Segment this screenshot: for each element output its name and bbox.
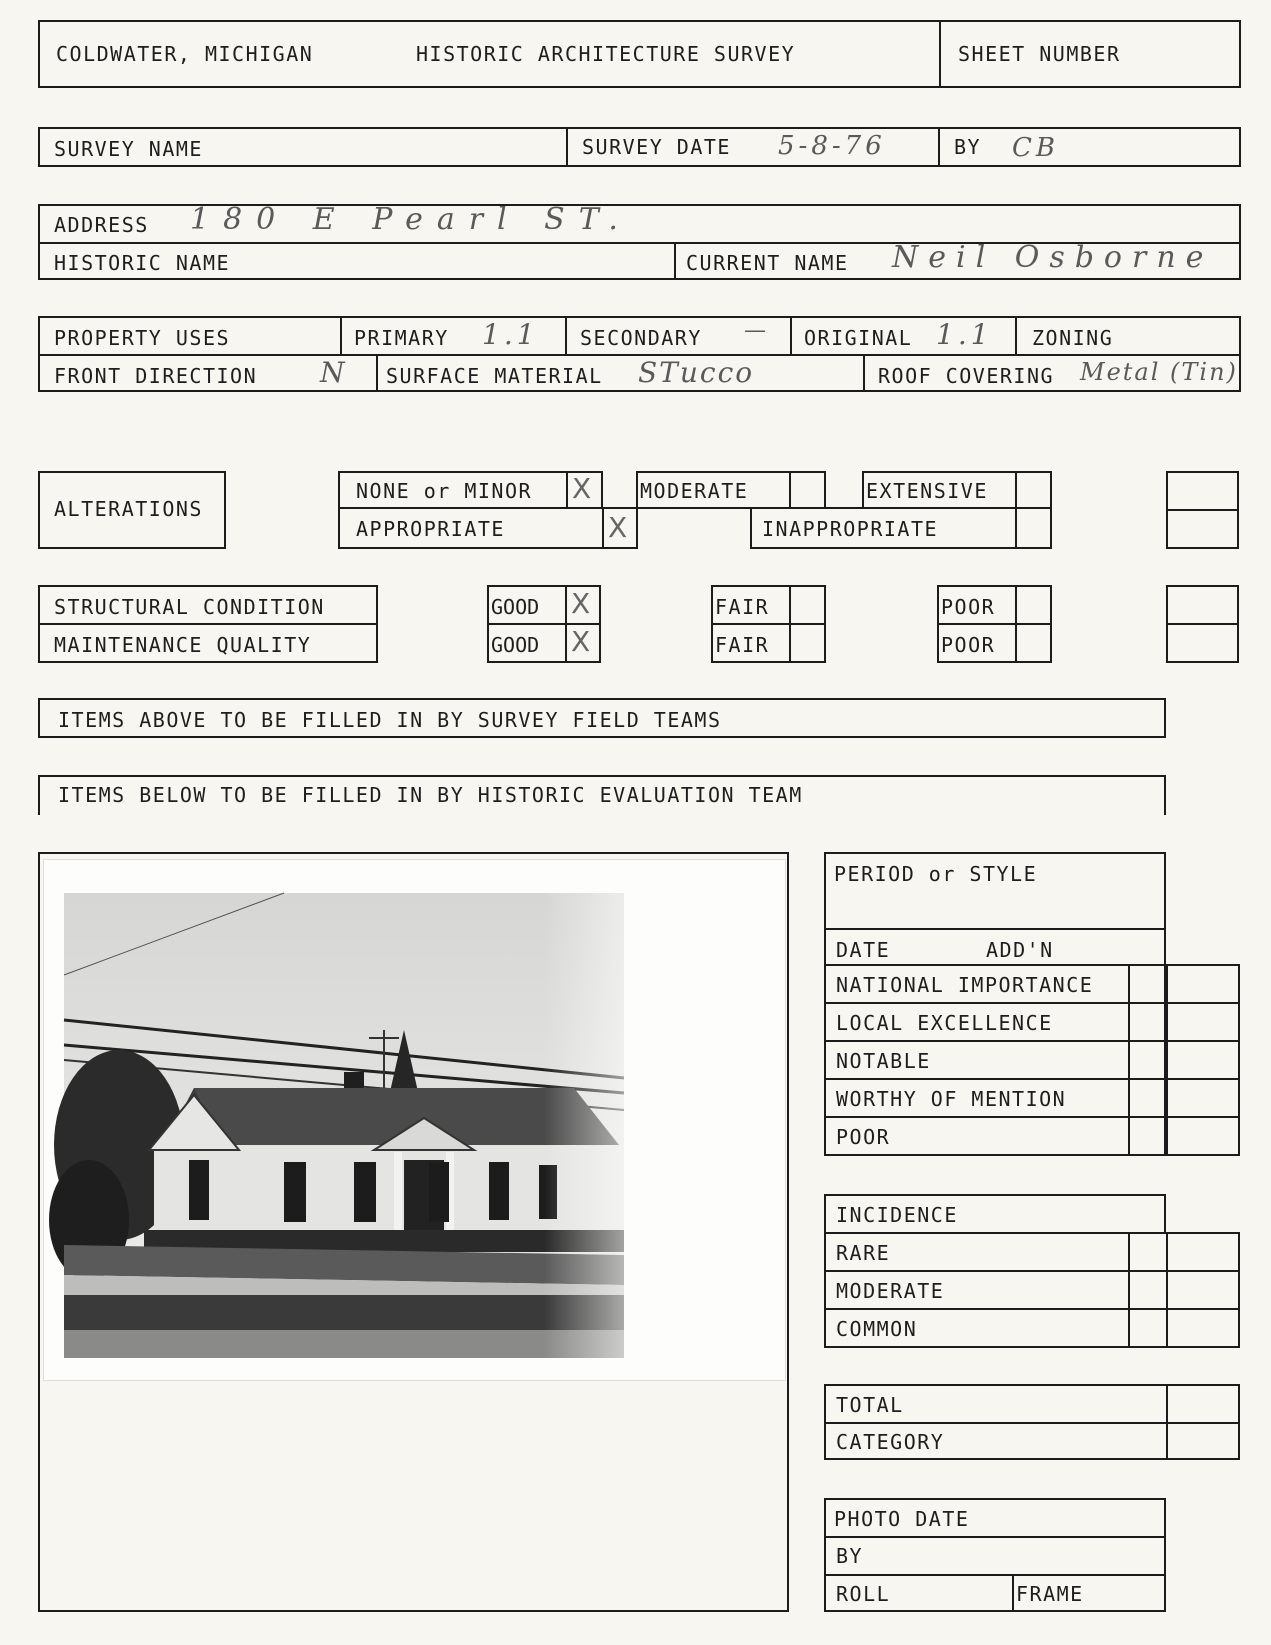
none-minor-check[interactable]: X (572, 472, 592, 505)
totals-box (824, 1384, 1240, 1460)
national-importance-label: NATIONAL IMPORTANCE (836, 973, 1094, 997)
survey-title: HISTORIC ARCHITECTURE SURVEY (416, 42, 796, 66)
address-value[interactable]: 180 E Pearl ST. (190, 202, 632, 237)
original-value[interactable]: 1.1 (936, 318, 993, 351)
alterations-label: ALTERATIONS (54, 497, 203, 521)
incidence-moderate-label: MODERATE (836, 1279, 945, 1303)
condition-label-box (38, 585, 378, 663)
frame-label: FRAME (1016, 1582, 1084, 1606)
condition-score-box[interactable] (1166, 585, 1239, 663)
note-below-box (38, 775, 1166, 815)
survey-date-label: SURVEY DATE (582, 135, 731, 159)
inappropriate-box (750, 507, 1052, 549)
alterations-score-box[interactable] (1166, 471, 1239, 549)
roll-label: ROLL (836, 1582, 891, 1606)
secondary-value[interactable]: — (744, 318, 770, 343)
photo-info-box (824, 1498, 1166, 1612)
incidence-label: INCIDENCE (836, 1203, 958, 1227)
structural-poor-label: POOR (941, 595, 996, 619)
primary-label: PRIMARY (354, 326, 449, 350)
eval-row-worthy[interactable] (824, 1078, 1240, 1118)
structural-good-check[interactable]: X (571, 587, 591, 620)
incidence-moderate[interactable] (824, 1270, 1240, 1310)
date-label: DATE (836, 938, 891, 962)
photo-by-label: BY (836, 1544, 864, 1568)
alterations-grid (338, 471, 603, 509)
incidence-rare[interactable] (824, 1232, 1240, 1272)
note-above: ITEMS ABOVE TO BE FILLED IN BY SURVEY FIELD TEAMS (58, 708, 722, 732)
none-minor-label: NONE or MINOR (356, 479, 533, 503)
moderate-label: MODERATE (640, 479, 749, 503)
incidence-common[interactable] (824, 1308, 1240, 1348)
property-block (38, 316, 1241, 392)
house-photo-image (44, 860, 785, 1380)
structural-condition-label: STRUCTURAL CONDITION (54, 595, 325, 619)
maintenance-good-label: GOOD (491, 633, 540, 657)
moderate-box (636, 471, 826, 509)
maintenance-quality-label: MAINTENANCE QUALITY (54, 633, 312, 657)
extensive-box (862, 471, 1052, 509)
surface-material-label: SURFACE MATERIAL (386, 364, 603, 388)
appropriate-check[interactable]: X (608, 511, 628, 544)
zoning-label: ZONING (1032, 326, 1114, 350)
worthy-of-mention-label: WORTHY OF MENTION (836, 1087, 1067, 1111)
eval-row-notable[interactable] (824, 1040, 1240, 1080)
address-label: ADDRESS (54, 213, 149, 237)
appropriate-label: APPROPRIATE (356, 517, 505, 541)
inappropriate-label: INAPPROPRIATE (762, 517, 939, 541)
house-photo (44, 860, 785, 1380)
total-label: TOTAL (836, 1393, 904, 1417)
historic-name-label: HISTORIC NAME (54, 251, 231, 275)
roof-covering-value[interactable]: Metal (Tin) (1080, 358, 1238, 386)
extensive-label: EXTENSIVE (866, 479, 988, 503)
addn-label: ADD'N (986, 938, 1054, 962)
eval-poor-label: POOR (836, 1125, 891, 1149)
header-box (38, 20, 1241, 88)
rare-label: RARE (836, 1241, 891, 1265)
maintenance-good-check[interactable]: X (571, 625, 591, 658)
sheet-number-label: SHEET NUMBER (958, 42, 1121, 66)
photo-date-label: PHOTO DATE (834, 1507, 970, 1531)
secondary-label: SECONDARY (580, 326, 702, 350)
survey-by-label: BY (954, 135, 982, 159)
primary-value[interactable]: 1.1 (482, 318, 539, 351)
survey-by-value[interactable]: CB (1012, 133, 1059, 163)
survey-name-label: SURVEY NAME (54, 137, 203, 161)
good-box (487, 585, 601, 663)
eval-row-national[interactable] (824, 964, 1240, 1004)
front-direction-value[interactable]: N (320, 356, 349, 389)
survey-date-value[interactable]: 5-8-76 (778, 131, 886, 161)
property-uses-label: PROPERTY USES (54, 326, 231, 350)
maintenance-fair-label: FAIR (715, 633, 770, 657)
period-style-label: PERIOD or STYLE (834, 862, 1038, 886)
maintenance-poor-label: POOR (941, 633, 996, 657)
local-excellence-label: LOCAL EXCELLENCE (836, 1011, 1053, 1035)
common-label: COMMON (836, 1317, 918, 1341)
eval-row-local[interactable] (824, 1002, 1240, 1042)
surface-material-value[interactable]: STucco (638, 356, 755, 389)
structural-good-label: GOOD (491, 595, 540, 619)
current-name-value[interactable]: Neil Osborne (892, 240, 1214, 275)
incidence-header (824, 1194, 1166, 1234)
structural-fair-label: FAIR (715, 595, 770, 619)
alterations-label-box (38, 471, 226, 549)
poor-box (937, 585, 1052, 663)
notable-label: NOTABLE (836, 1049, 931, 1073)
city-label: COLDWATER, MICHIGAN (56, 42, 314, 66)
fair-box (711, 585, 826, 663)
current-name-label: CURRENT NAME (686, 251, 849, 275)
eval-row-poor[interactable] (824, 1116, 1240, 1156)
note-below: ITEMS BELOW TO BE FILLED IN BY HISTORIC EVALUATION TEAM (58, 783, 803, 807)
original-label: ORIGINAL (804, 326, 913, 350)
note-above-box (38, 698, 1166, 738)
front-direction-label: FRONT DIRECTION (54, 364, 258, 388)
roof-covering-label: ROOF COVERING (878, 364, 1055, 388)
survey-row (38, 127, 1241, 167)
address-block (38, 204, 1241, 280)
category-label: CATEGORY (836, 1430, 945, 1454)
appropriate-box (338, 507, 638, 549)
